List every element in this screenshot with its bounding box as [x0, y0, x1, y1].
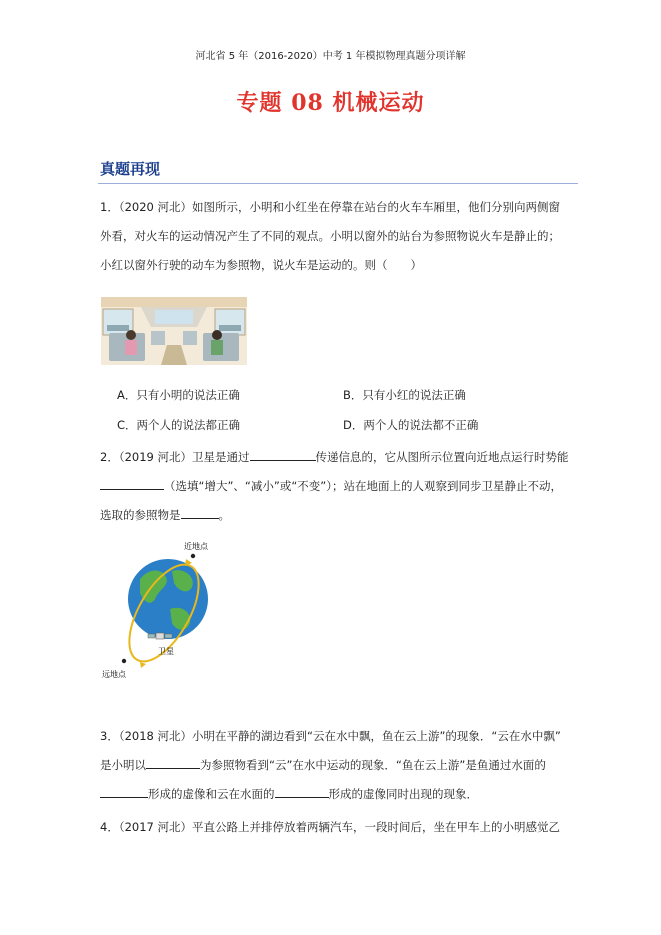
question-2-text: 选取的参照物是	[100, 508, 181, 522]
question-3-text: 为参照物看到“云”在水中运动的现象．“鱼在云上游”是鱼通过水面的	[200, 758, 546, 772]
satellite-orbit-diagram	[100, 537, 220, 682]
question-2	[100, 443, 570, 530]
question-3-text: 是小明以	[100, 758, 146, 772]
perigee-label: 近地点	[184, 542, 208, 551]
question-2-text: 传递信息的，它从图所示位置向近地点运行时势能	[315, 450, 569, 464]
page-header: 河北省 5 年（2016-2020）中考 1 年模拟物理真题分项详解	[195, 51, 466, 62]
question-3	[100, 722, 570, 809]
question-3-line-1: 3．（2018 河北）小明在平静的湖边看到“云在水中飘，鱼在云上游”的现象．“云在水中飘”	[100, 729, 561, 743]
question-2-line-2	[100, 472, 570, 501]
question-2-text: 2．（2019 河北）卫星是通过	[100, 450, 250, 464]
question-1	[100, 193, 570, 280]
answer-blank	[146, 756, 200, 769]
option-a: A．只有小明的说法正确	[117, 388, 240, 402]
satellite-icon	[148, 633, 172, 639]
question-2-text: （选填“增大”、“减小”或“不变”）；站在地面上的人观察到同步卫星静止不动，	[164, 479, 562, 493]
apogee-label: 远地点	[102, 670, 126, 679]
question-3-line-2	[100, 751, 570, 780]
question-2-line-1	[100, 443, 570, 472]
option-c: C．两个人的说法都正确	[117, 418, 241, 432]
answer-blank	[100, 477, 164, 490]
train-carriage-illustration	[101, 297, 247, 365]
question-3-line-3	[100, 780, 570, 809]
question-3-text: 形成的虚像和云在水面的	[148, 787, 275, 801]
answer-blank	[181, 506, 219, 519]
question-1-line-2: 外看，对火车的运动情况产生了不同的观点。小明以窗外的站台为参照物说火车是静止的；	[100, 229, 560, 243]
page-title: 专题 08 机械运动	[236, 90, 425, 116]
satellite-label: 卫星	[158, 647, 174, 656]
question-2-text: 。	[218, 508, 230, 522]
option-d: D．两个人的说法都不正确	[343, 418, 479, 432]
option-b: B．只有小红的说法正确	[343, 388, 466, 402]
answer-blank	[275, 785, 329, 798]
section-divider	[98, 183, 578, 184]
question-4	[100, 813, 570, 842]
answer-blank	[250, 448, 316, 461]
question-1-line-3: 小红以窗外行驶的动车为参照物，说火车是运动的。则（ ）	[100, 258, 422, 272]
question-1-line-1: 1．（2020 河北）如图所示，小明和小红坐在停靠在站台的火车车厢里，他们分别向两侧窗	[100, 200, 560, 214]
question-2-line-3	[100, 501, 570, 530]
answer-blank	[100, 785, 148, 798]
section-heading: 真题再现	[100, 160, 161, 178]
question-4-line-1: 4．（2017 河北）平直公路上并排停放着两辆汽车，一段时间后，坐在甲车上的小明感觉乙	[100, 820, 560, 834]
question-3-text: 形成的虚像同时出现的现象．	[328, 787, 478, 801]
